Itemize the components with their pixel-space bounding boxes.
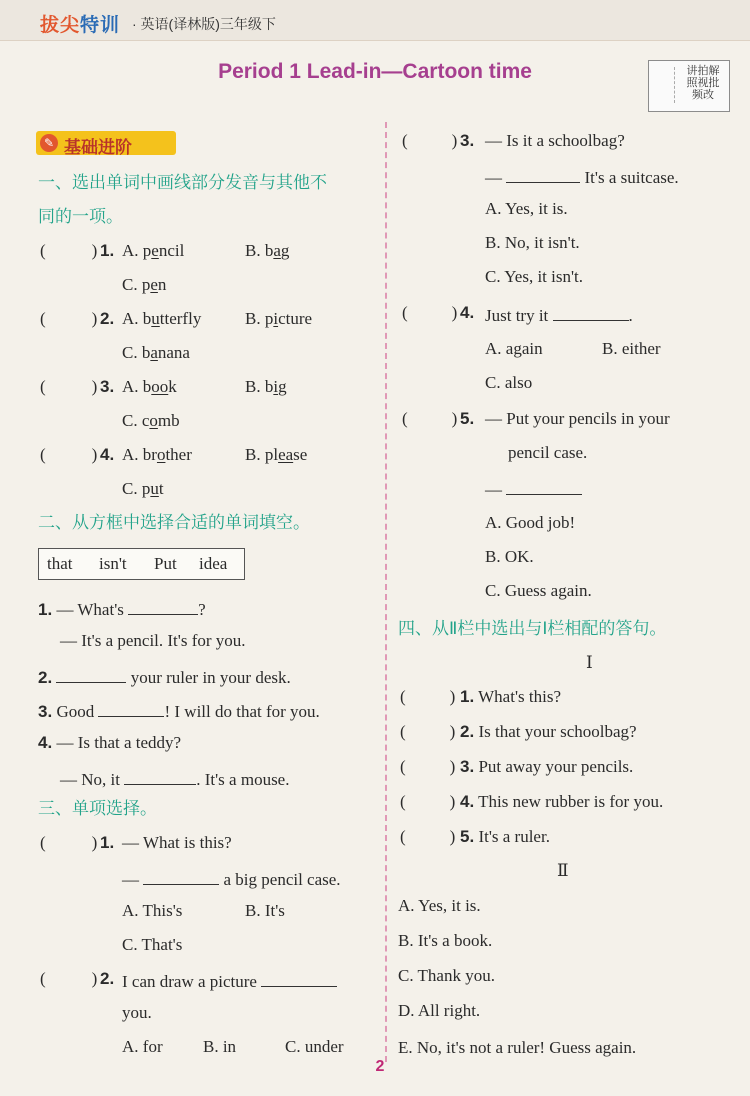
s4q1-text: 1. What's this?: [460, 687, 561, 706]
s3q2-num: 2.: [100, 969, 115, 988]
s4q5-text: 5. It's a ruler.: [460, 827, 550, 846]
s3q5-text: — Put your pencils in your: [485, 409, 670, 428]
s1q4-paren[interactable]: ( ): [40, 445, 98, 464]
s3q5-line2: pencil case.: [508, 443, 588, 462]
s2q1-line1: 1. — What's ?: [38, 596, 206, 621]
word-bank-word: idea: [199, 554, 228, 573]
s3q4-option-b: B. either: [602, 339, 661, 358]
answer-c: C. Thank you.: [398, 966, 495, 985]
qr-code-box[interactable]: [648, 60, 730, 112]
page-number: 2: [375, 1058, 385, 1075]
s1q1-num: 1.: [100, 241, 115, 260]
s1q1-option-b: B. bag: [245, 241, 290, 260]
s3q5-line3: —: [485, 476, 582, 501]
s3q5-paren[interactable]: ( ): [402, 409, 458, 428]
column-two-label: Ⅱ: [557, 861, 569, 880]
section4-title: 四、从Ⅱ栏中选出与Ⅰ栏相配的答句。: [398, 619, 667, 638]
s4q2-paren[interactable]: ( ): [400, 722, 456, 741]
qr-label: 讲拍解照视批频改: [686, 65, 720, 101]
s4q5-paren[interactable]: ( ): [400, 827, 456, 846]
s1q3-paren[interactable]: ( ): [40, 377, 98, 396]
s2q4-line1: 4. — Is that a teddy?: [38, 733, 182, 752]
answer-e: E. No, it's not a ruler! Guess again.: [398, 1038, 637, 1057]
runner-icon: ✎: [40, 134, 58, 152]
word-bank-box: [38, 548, 245, 580]
header-bar: [0, 0, 750, 41]
s3q5-blank[interactable]: [506, 476, 582, 495]
s3q1-paren[interactable]: ( ): [40, 833, 98, 852]
s3q1-option-b: B. It's: [245, 901, 285, 920]
s3q1-option-a: A. This's: [122, 901, 183, 920]
s4q4-paren[interactable]: ( ): [400, 792, 456, 811]
s1q2-option-c: C. banana: [122, 343, 190, 362]
s3q4-num: 4.: [460, 303, 475, 322]
s3q1-blank[interactable]: [143, 866, 219, 885]
s3q4-text: Just try it .: [485, 302, 633, 327]
s1q3-option-c: C. comb: [122, 411, 180, 430]
column-divider: [385, 122, 387, 1062]
s4q1-paren[interactable]: ( ): [400, 687, 456, 706]
s3q4-option-c: C. also: [485, 373, 533, 392]
section2-title: 二、从方框中选择合适的单词填空。: [38, 513, 310, 532]
s1q3-option-b: B. big: [245, 377, 287, 396]
s3q1-option-c: C. That's: [122, 935, 183, 954]
s1q3-num: 3.: [100, 377, 115, 396]
page-title: Period 1 Lead-in—Cartoon time: [218, 60, 532, 83]
s2q4-line2: — No, it . It's a mouse.: [60, 766, 289, 791]
s3q2-line2: you.: [122, 1003, 152, 1022]
s2q3: 3. Good ! I will do that for you.: [38, 698, 320, 723]
s3q5-option-c: C. Guess again.: [485, 581, 592, 600]
s3q3-line2: — It's a suitcase.: [485, 164, 679, 189]
s3q5-option-a: A. Good job!: [485, 513, 576, 532]
s3q3-blank[interactable]: [506, 164, 580, 183]
section1-title-line2: 同的一项。: [38, 207, 123, 226]
s2q4-blank[interactable]: [124, 766, 196, 785]
word-bank-word: isn't: [99, 554, 127, 573]
s4q3-text: 3. Put away your pencils.: [460, 757, 634, 776]
s4q4-text: 4. This new rubber is for you.: [460, 792, 664, 811]
s1q4-option-b: B. please: [245, 445, 308, 464]
s3q2-option-c: C. under: [285, 1037, 344, 1056]
s3q5-num: 5.: [460, 409, 475, 428]
badge-label: 基础进阶: [64, 138, 132, 157]
qr-icon: [654, 67, 675, 103]
s3q3-option-b: B. No, it isn't.: [485, 233, 580, 252]
s1q4-option-c: C. put: [122, 479, 164, 498]
s3q3-option-c: C. Yes, it isn't.: [485, 267, 584, 286]
s2q2-blank[interactable]: [56, 664, 126, 683]
s3q4-option-a: A. again: [485, 339, 543, 358]
s1q4-num: 4.: [100, 445, 115, 464]
s1q3-option-a: A. book: [122, 377, 177, 396]
s1q4-option-a: A. brother: [122, 445, 192, 464]
s1q2-option-b: B. picture: [245, 309, 313, 328]
s3q2-text: I can draw a picture: [122, 968, 337, 993]
s3q3-num: 3.: [460, 131, 475, 150]
s1q1-option-c: C. pen: [122, 275, 167, 294]
s1q2-num: 2.: [100, 309, 115, 328]
answer-b: B. It's a book.: [398, 931, 493, 950]
column-one-label: Ⅰ: [586, 653, 593, 672]
s1q1-paren[interactable]: ( ): [40, 241, 98, 260]
s3q4-blank[interactable]: [553, 302, 629, 321]
s1q2-paren[interactable]: ( ): [40, 309, 98, 328]
s3q1-num: 1.: [100, 833, 115, 852]
s2q3-blank[interactable]: [98, 698, 164, 717]
section1-title-line1: 一、选出单词中画线部分发音与其他不: [38, 173, 327, 192]
s4q3-paren[interactable]: ( ): [400, 757, 456, 776]
word-bank-word: that: [47, 554, 73, 573]
s2q1-blank[interactable]: [128, 596, 198, 615]
answer-d: D. All right.: [398, 1001, 481, 1020]
book-subtitle: · 英语(译林版)三年级下: [132, 16, 276, 32]
s3q5-option-b: B. OK.: [485, 547, 534, 566]
s2q1-line2: — It's a pencil. It's for you.: [60, 631, 246, 650]
section-badge: [36, 131, 176, 155]
s2q2: 2. your ruler in your desk.: [38, 664, 291, 689]
answer-a: A. Yes, it is.: [398, 896, 481, 915]
s3q3-option-a: A. Yes, it is.: [485, 199, 568, 218]
s1q1-option-a: A. pencil: [122, 241, 185, 260]
s4q2-text: 2. Is that your schoolbag?: [460, 722, 637, 741]
s3q3-paren[interactable]: ( ): [402, 131, 458, 150]
s3q2-option-a: A. for: [122, 1037, 163, 1056]
s3q2-option-b: B. in: [203, 1037, 237, 1056]
word-bank-word: Put: [154, 554, 177, 573]
brand-logo: 拔尖特训: [40, 15, 121, 36]
section3-title: 三、单项选择。: [38, 799, 157, 818]
s3q1-text: — What is this?: [122, 833, 232, 852]
s1q2-option-a: A. butterfly: [122, 309, 202, 328]
s3q1-line2: — a big pencil case.: [122, 866, 341, 891]
s3q4-paren[interactable]: ( ): [402, 303, 458, 322]
s3q3-text: — Is it a schoolbag?: [485, 131, 625, 150]
s3q2-paren[interactable]: ( ): [40, 969, 98, 988]
s3q2-blank[interactable]: [261, 968, 337, 987]
